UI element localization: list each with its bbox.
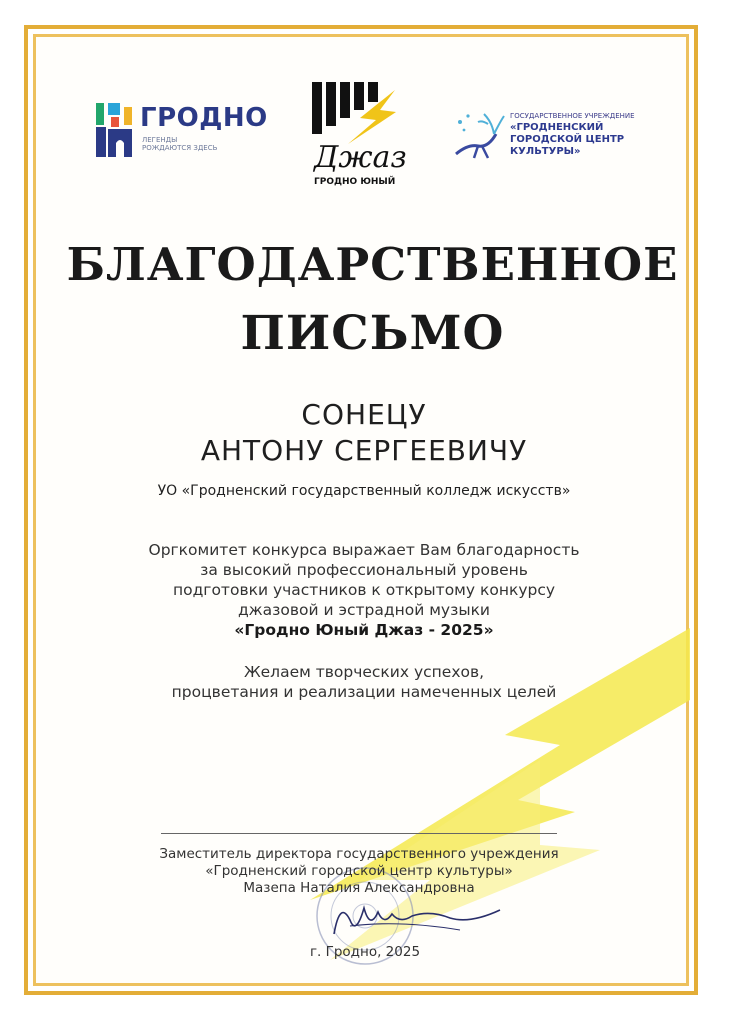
grodno-emblem-icon [96, 103, 138, 161]
document-title-line2: ПИСЬМО [240, 306, 505, 361]
culture-center-name: «ГРОДНЕНСКИЙ ГОРОДСКОЙ ЦЕНТР КУЛЬТУРЫ» [510, 122, 625, 157]
signatory-institution: «Гродненский городской центр культуры» [205, 863, 513, 879]
competition-name: «Гродно Юный Джаз - 2025» [234, 621, 494, 639]
recipient-given-names: АНТОНУ СЕРГЕЕВИЧУ [200, 434, 528, 467]
wishes-line: Желаем творческих успехов, [243, 663, 485, 681]
signatory-position: Заместитель директора государственного учреждения [159, 846, 559, 862]
recipient-surname: СОНЕЦУ [301, 398, 427, 431]
jazz-logo-text: Джаз [314, 140, 407, 175]
grodno-logo-text: ГРОДНО [140, 103, 268, 133]
recipient-organization: УО «Гродненский государственный колледж искусств» [157, 483, 571, 499]
signature-divider [161, 833, 557, 834]
gratitude-line: подготовки участников к открытому конкурсу [172, 581, 556, 599]
deer-emblem-icon [448, 104, 506, 162]
gratitude-text [0, 540, 728, 640]
culture-center-type: ГОСУДАРСТВЕННОЕ УЧРЕЖДЕНИЕ [510, 112, 635, 120]
place-and-date: г. Гродно, 2025 [309, 944, 421, 960]
handwritten-signature [320, 890, 520, 950]
gratitude-line: Оргкомитет конкурса выражает Вам благодарность [148, 541, 580, 559]
wishes-text [0, 662, 728, 702]
gratitude-line: джазовой и эстрадной музыки [237, 601, 491, 619]
wishes-line: процветания и реализации намеченных целей [171, 683, 557, 701]
culture-center-logo [448, 104, 648, 164]
jazz-logo-subtitle: ГРОДНО ЮНЫЙ [314, 177, 396, 187]
grodno-logo-tagline: ЛЕГЕНДЫ РОЖДАЮТСЯ ЗДЕСЬ [142, 136, 218, 152]
jazz-logo [300, 78, 410, 193]
signatory-name: Мазепа Наталия Александровна [243, 880, 475, 896]
piano-keys-icon [300, 78, 410, 148]
gratitude-line: за высокий профессиональный уровень [200, 561, 528, 579]
grodno-logo [96, 103, 276, 163]
document-title-line1: БЛАГОДАРСТВЕННОЕ [66, 238, 679, 291]
